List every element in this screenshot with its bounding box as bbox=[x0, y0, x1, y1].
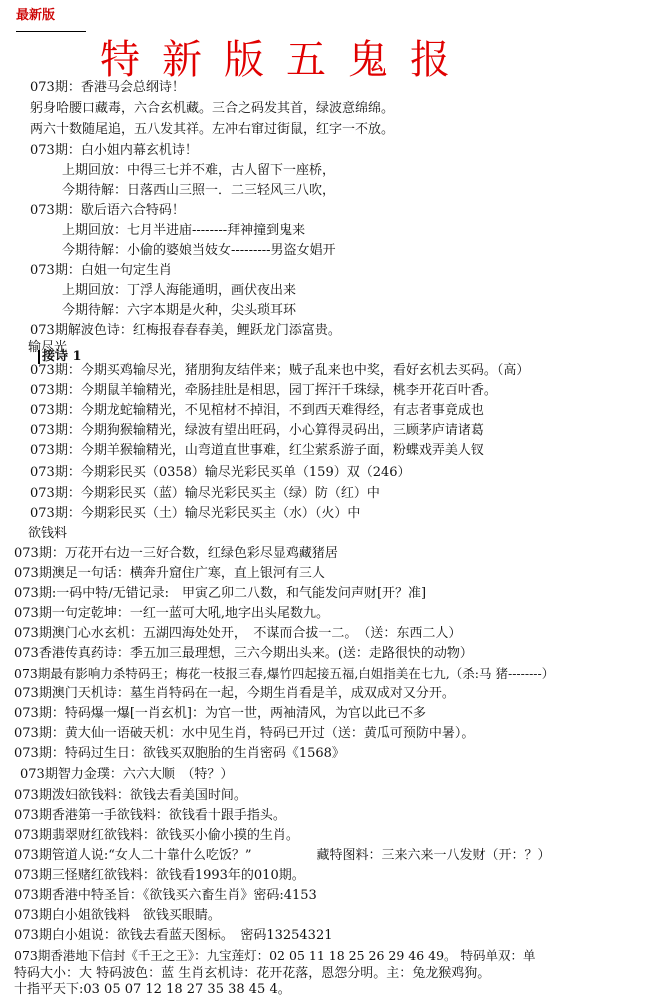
section2-line: 073期：今期鼠羊输精光，牵肠挂肚是相思，园丁挥汗千珠绿，桃李开花百叶香。 bbox=[30, 383, 497, 398]
section3-line: 特码大小：大 特码波色：蓝 生肖玄机诗：花开花落，恩怨分明。主：兔龙猴鸡狗。 bbox=[14, 966, 491, 981]
section1-line: 073期：白姐一句定生肖 bbox=[30, 263, 172, 278]
section2-line: 073期：今期彩民买（蓝）输尽光彩民买主（绿）防（红）中 bbox=[30, 486, 380, 501]
section3-line: 073期最有影响力杀特码王；梅花一枝报三春,爆竹四起接五福,白姐指美在七九,（杀:马 猪--------） bbox=[14, 666, 555, 681]
section3-line: 073期：特码爆一爆[一肖玄机]：为官一世，两袖清风，为官以此已不多 bbox=[14, 706, 426, 721]
section1-line: 今期待解：六字本期是火种，尖头琐耳环 bbox=[62, 303, 297, 318]
section1-line: 上期回放：丁浮人海能通明，画伏夜出来 bbox=[62, 283, 297, 298]
poem-box-label: 接诗 1 bbox=[38, 350, 82, 364]
page-title: 特新版五鬼报 bbox=[100, 37, 472, 83]
header-rule bbox=[16, 31, 86, 32]
section3-line: 073期澳门心水玄机：五湖四海处处开， 不谋而合拔一二。 （送：东西二人） bbox=[14, 626, 462, 641]
section3-line: 073期白小姐说：欲钱去看蓝天图标。 密码13254321 bbox=[14, 928, 333, 943]
section3-line: 073期翡翠财红欲钱料：欲钱买小偷小摸的生肖。 bbox=[14, 828, 299, 843]
section1-line: 073期解波色诗：红梅报春春春美，鲤跃龙门添富贵。 bbox=[30, 323, 341, 338]
section3-line: 073期泼妇欲钱料：欲钱去看美国时间。 bbox=[14, 788, 247, 803]
section3-line: 073期香港第一手欲钱料：欲钱看十跟手指头。 bbox=[14, 808, 286, 823]
section3-line: 073期香港中特圣旨：《欲钱买六畜生肖》密码:4153 bbox=[14, 888, 317, 903]
section2-line: 073期：今期彩民买（0358）输尽光彩民买单（159）双（246） bbox=[30, 465, 411, 480]
section2-line: 073期：今期狗猴输精光，绿波有望出旺码，小心算得灵码出，三顾茅庐请诸葛 bbox=[30, 423, 484, 438]
section1-line: 今期待解：小偷的婆娘当妓女---------男盗女娼开 bbox=[62, 243, 336, 258]
section3-line: 073期：黄大仙一语破天机：水中见生肖，特码已开过（送：黄瓜可预防中暑）。 bbox=[14, 726, 475, 741]
section3-line: 073期：万花开右边一三好合数，红绿色彩尽显鸡藏猪居 bbox=[14, 546, 338, 561]
section3-line: 073期澳门天机诗：墓生肖特码在一起，今期生肖看是羊，成双成对又分开。 bbox=[14, 686, 455, 701]
section1-line: 073期：歇后语六合特码！ bbox=[30, 203, 185, 218]
section1-line: 073期：白小姐内幕玄机诗！ bbox=[30, 143, 198, 158]
section3-line: 073期：特码过生日：欲钱买双胞胎的生肖密码《1568》 bbox=[14, 746, 345, 761]
section3-line: 十指平天下:03 05 07 12 18 27 35 38 45 4。 bbox=[14, 982, 291, 997]
section2-line: 073期：今期龙蛇输精光，不见棺材不掉泪，不到西天难得经，有志者事竟成也 bbox=[30, 403, 484, 418]
section3-line: 073香港传真药诗：季五加三最理想，三六今期出头来。(送：走路很快的动物） bbox=[14, 646, 473, 661]
section3-line: 073期三怪赌红欲钱料：欲钱看1993年的010期。 bbox=[14, 868, 305, 883]
latest-edition-badge: 最新版 bbox=[16, 8, 56, 23]
section3-line: 073期香港地下信封《千王之王》：九宝莲灯：02 05 11 18 25 26 29 46 49。 特码单双：单 bbox=[14, 948, 536, 963]
section3-label: 欲钱料 bbox=[28, 526, 68, 541]
overlap-label: 输尽光 bbox=[28, 340, 68, 355]
section3-line: 073期白小姐欲钱料 欲钱买眼睛。 bbox=[14, 908, 221, 923]
section1-line: 上期回放：七月半进庙--------拜神撞到鬼来 bbox=[62, 223, 306, 238]
section2-line: 073期：今期彩民买（土）输尽光彩民买主（水）（火）中 bbox=[30, 506, 361, 521]
section3-line: 073期:一码中特/无错记录: 甲寅乙卯二八数，和气能发问声财[开？准] bbox=[14, 586, 427, 601]
section1-line: 上期回放：中得三七并不难，古人留下一座桥， bbox=[62, 163, 336, 178]
section3-line: 073期智力金璞：六六大顺 （特？） bbox=[20, 767, 234, 782]
section3-line: 073期管道人说:“女人二十靠什么吃饭？” 藏特图料：三来六来一八发财（开：？） bbox=[14, 848, 551, 863]
section1-line: 躬身哈腰口藏毒，六合玄机藏。三合之码发其首，绿波意绵绵。 bbox=[30, 101, 395, 116]
section1-line: 两六十数随尾追，五八发其祥。左冲右窜过街鼠，红字一不放。 bbox=[30, 122, 395, 137]
section1-line: 073期：香港马会总纲诗！ bbox=[30, 80, 185, 95]
section3-line: 073期一句定乾坤：一红一蓝可大吼,地字出头尾数九。 bbox=[14, 606, 329, 621]
section3-line: 073期澳足一句话：横奔升窟住广寒，直上银河有三人 bbox=[14, 566, 325, 581]
section2-line: 073期：今期羊猴输精光，山弯道直世事难，红尘萦系游子面，粉蝶戏弄美人钗 bbox=[30, 443, 484, 458]
section2-line: 073期：今期买鸡输尽光，猪朋狗友结伴来；贼子乱来也中奖，看好玄机去买码。（高） bbox=[30, 363, 530, 378]
section1-line: 今期待解：日落西山三照一．二三轻风三八吹， bbox=[62, 183, 336, 198]
